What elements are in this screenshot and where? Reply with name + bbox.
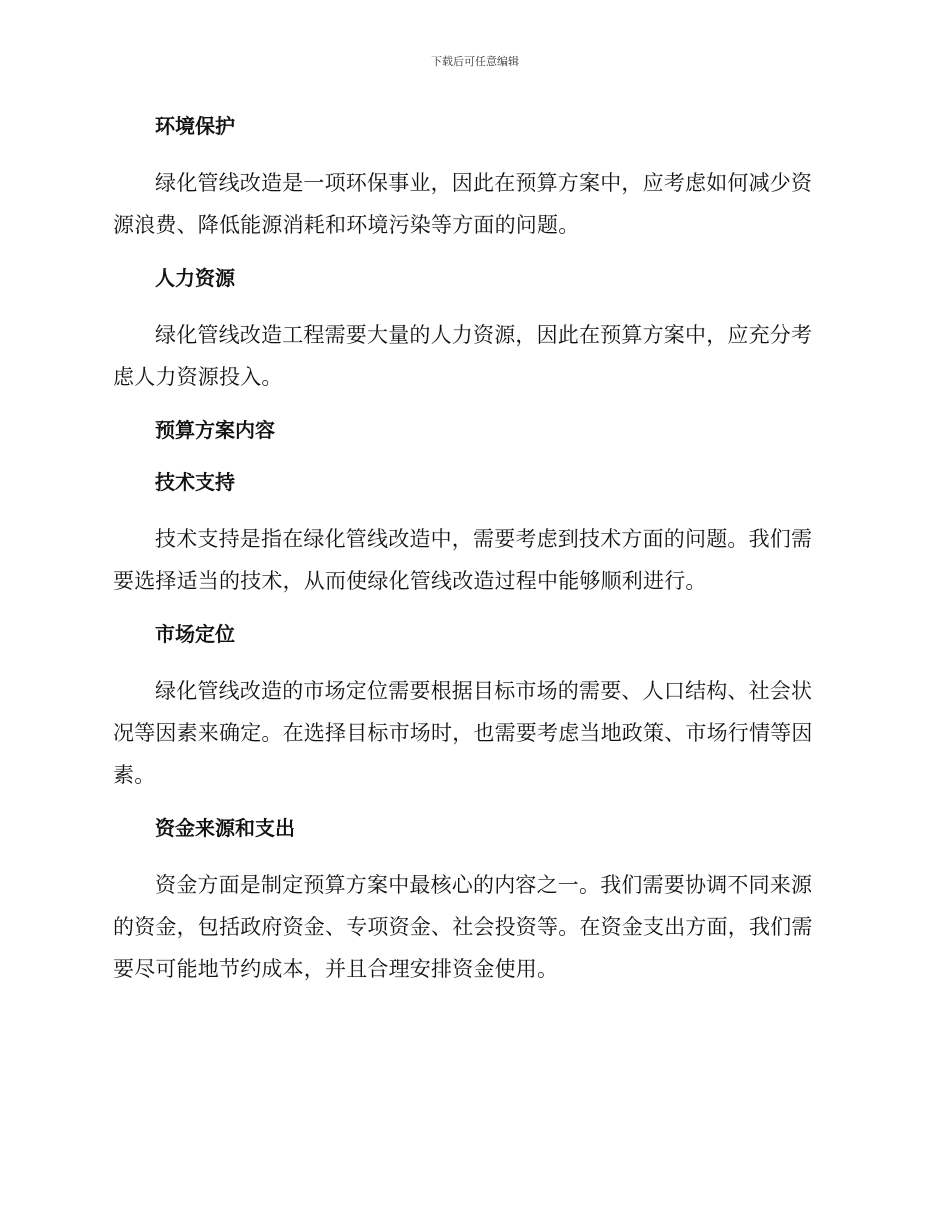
section-heading-environment: 环境保护 xyxy=(155,114,235,138)
page-header-note: 下载后可任意编辑 xyxy=(431,55,519,68)
paragraph-human-resources: 绿化管线改造工程需要大量的人力资源，因此在预算方案中，应充分考虑人力资源投入。 xyxy=(113,323,813,389)
section-heading-funding: 资金来源和支出 xyxy=(155,816,295,840)
paragraph-environment: 绿化管线改造是一项环保事业，因此在预算方案中，应考虑如何减少资源浪费、降低能源消耗和环境污染等方面的问题。 xyxy=(113,171,813,237)
paragraph-technical-support: 技术支持是指在绿化管线改造中，需要考虑到技术方面的问题。我们需要选择适当的技术，从而使绿化管线改造过程中能够顺利进行。 xyxy=(113,527,813,593)
document-body xyxy=(113,110,829,1006)
paragraph-market-positioning: 绿化管线改造的市场定位需要根据目标市场的需要、人口结构、社会状况等因素来确定。在选择目标市场时，也需要考虑当地政策、市场行情等因素。 xyxy=(113,679,813,787)
section-heading-human-resources: 人力资源 xyxy=(155,266,235,290)
section-heading-budget-content: 预算方案内容 xyxy=(155,418,275,442)
section-heading-technical-support: 技术支持 xyxy=(155,470,235,494)
paragraph-funding: 资金方面是制定预算方案中最核心的内容之一。我们需要协调不同来源的资金，包括政府资金、专项资金、社会投资等。在资金支出方面，我们需要尽可能地节约成本，并且合理安排资金使用。 xyxy=(113,873,813,981)
section-heading-market-positioning: 市场定位 xyxy=(155,622,235,646)
